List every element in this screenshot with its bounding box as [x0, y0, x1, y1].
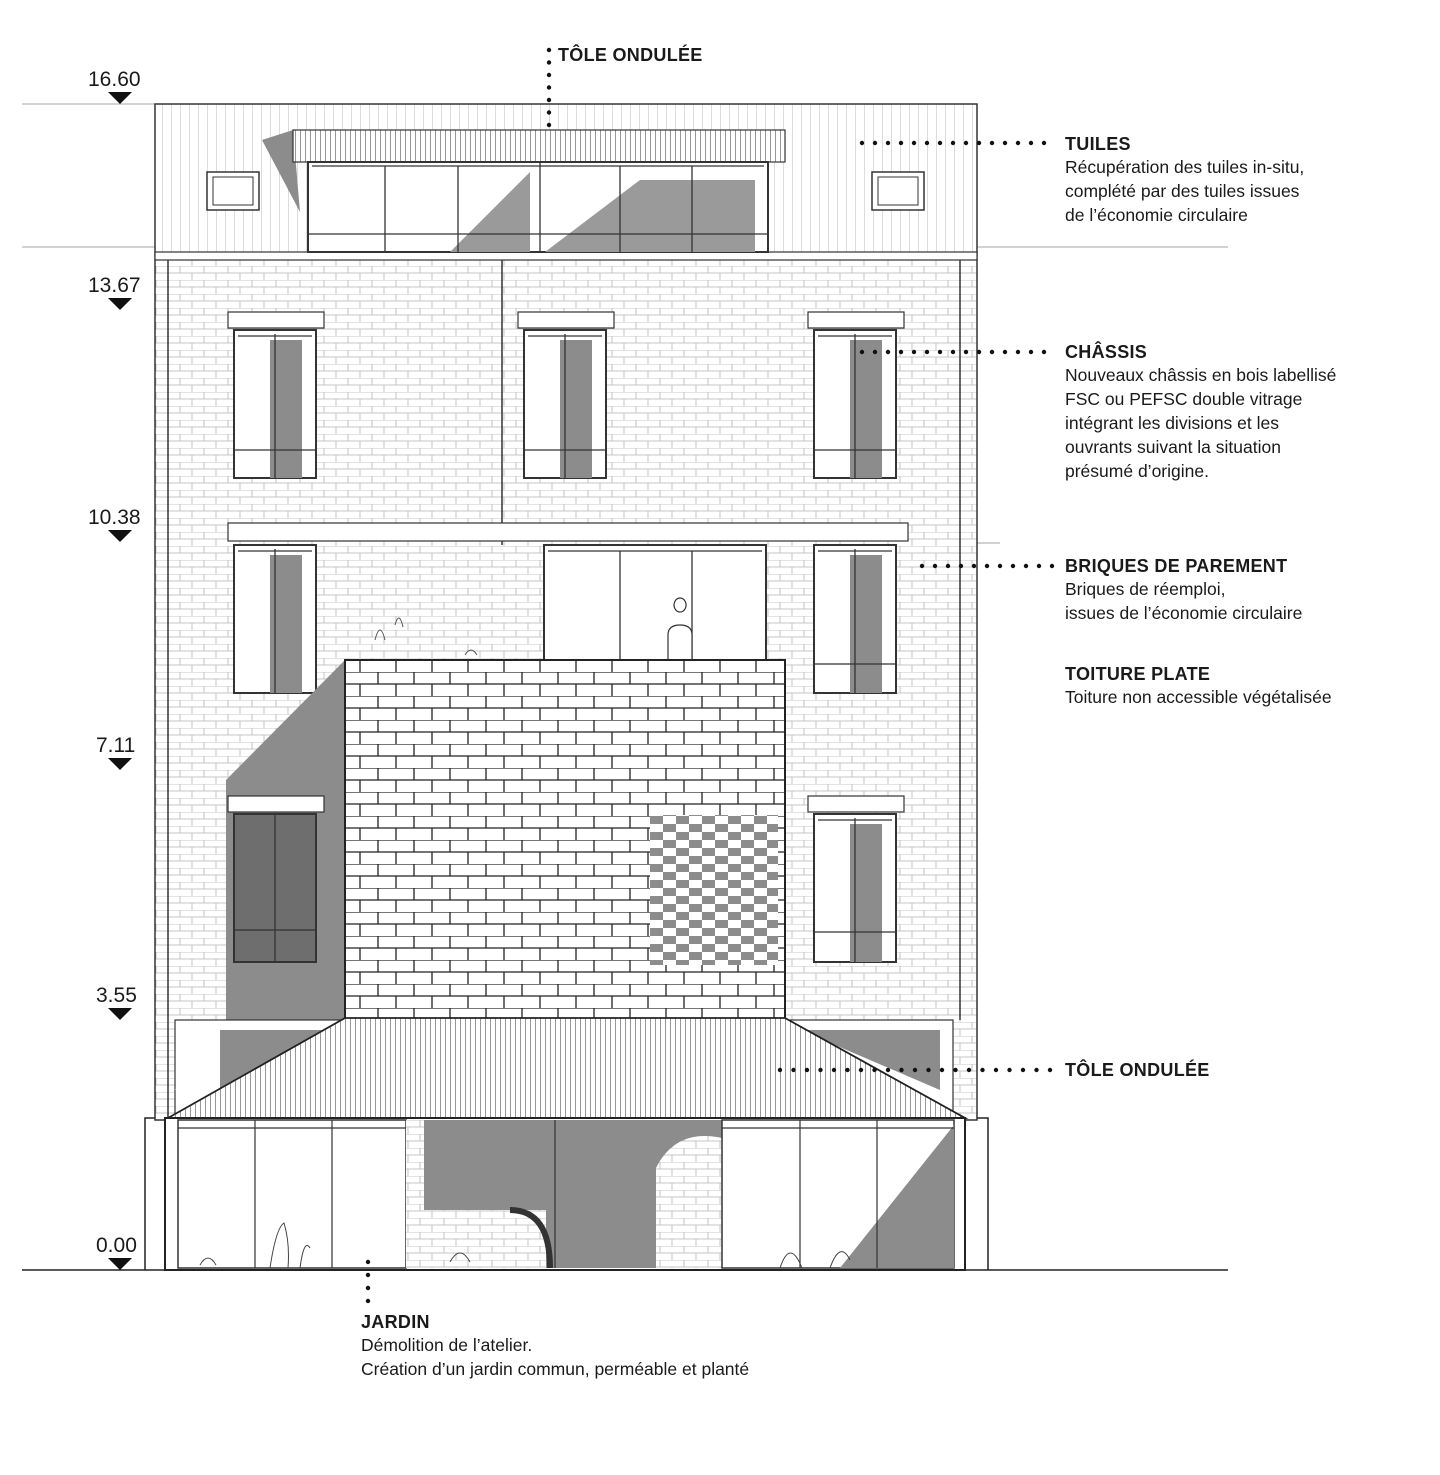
roof: [155, 104, 977, 260]
level-label-7-11: 7.11: [96, 734, 136, 757]
balcony-window: [544, 545, 766, 660]
annotation-line: complété par des tuiles issues: [1065, 181, 1300, 201]
level-marker-13-67: [108, 298, 132, 310]
level-marker-3-55: [108, 1008, 132, 1020]
annotation-title: JARDIN: [361, 1312, 430, 1332]
level-label-0-00: 0.00: [96, 1234, 137, 1257]
annotation-line: de l’économie circulaire: [1065, 205, 1248, 225]
annotation-line: Démolition de l’atelier.: [361, 1335, 533, 1355]
annotation-line: ouvrants suivant la situation: [1065, 437, 1281, 457]
annotation-tuiles: [1065, 133, 1304, 227]
annotation-line: Création d’un jardin commun, perméable et planté: [361, 1359, 750, 1379]
level-marker-0-00: [108, 1258, 132, 1270]
annotation-line: Toiture non accessible végétalisée: [1065, 687, 1332, 707]
annotation-title: CHÂSSIS: [1065, 342, 1148, 362]
annotation-jardin: [361, 1311, 749, 1381]
level-label-13-67: 13.67: [88, 274, 141, 297]
annotation-briques: [1065, 555, 1302, 625]
annotation-title: TÔLE ONDULÉE: [1065, 1060, 1210, 1080]
annotation-line: Briques de réemploi,: [1065, 579, 1226, 599]
annotation-line: FSC ou PEFSC double vitrage: [1065, 389, 1303, 409]
annotation-title: BRIQUES DE PAREMENT: [1065, 556, 1288, 576]
roof-skylight-right: [872, 172, 924, 210]
annotation-tole-bottom: [1065, 1059, 1210, 1081]
annotation-title: TOITURE PLATE: [1065, 664, 1211, 684]
perforated-brick-pattern: [650, 815, 778, 965]
ground-canopy: [168, 1018, 965, 1118]
annotation-toiture: [1065, 663, 1332, 709]
annotation-line: Récupération des tuiles in-situ,: [1065, 157, 1305, 177]
dormer-corrugated: [293, 130, 785, 162]
level-markers: [108, 92, 132, 1270]
annotation-line: Nouveaux châssis en bois labellisé: [1065, 365, 1337, 385]
level-label-10-38: 10.38: [88, 506, 141, 529]
annotation-line: intégrant les divisions et les: [1065, 413, 1279, 433]
brick-extension: [345, 618, 785, 1020]
annotation-tole-top: [558, 44, 703, 66]
annotation-title: TÔLE ONDULÉE: [558, 45, 703, 65]
annotation-line: présumé d’origine.: [1065, 461, 1209, 481]
annotation-title: TUILES: [1065, 134, 1131, 154]
level-marker-7-11: [108, 758, 132, 770]
level-label-3-55: 3.55: [96, 984, 137, 1007]
annotation-line: issues de l’économie circulaire: [1065, 603, 1303, 623]
level-label-16-60: 16.60: [88, 68, 141, 91]
annotation-chassis: [1065, 341, 1336, 483]
ground-floor: [165, 1118, 965, 1270]
roof-skylight-left: [207, 172, 259, 210]
level-marker-16-60: [108, 92, 132, 104]
level-marker-10-38: [108, 530, 132, 542]
